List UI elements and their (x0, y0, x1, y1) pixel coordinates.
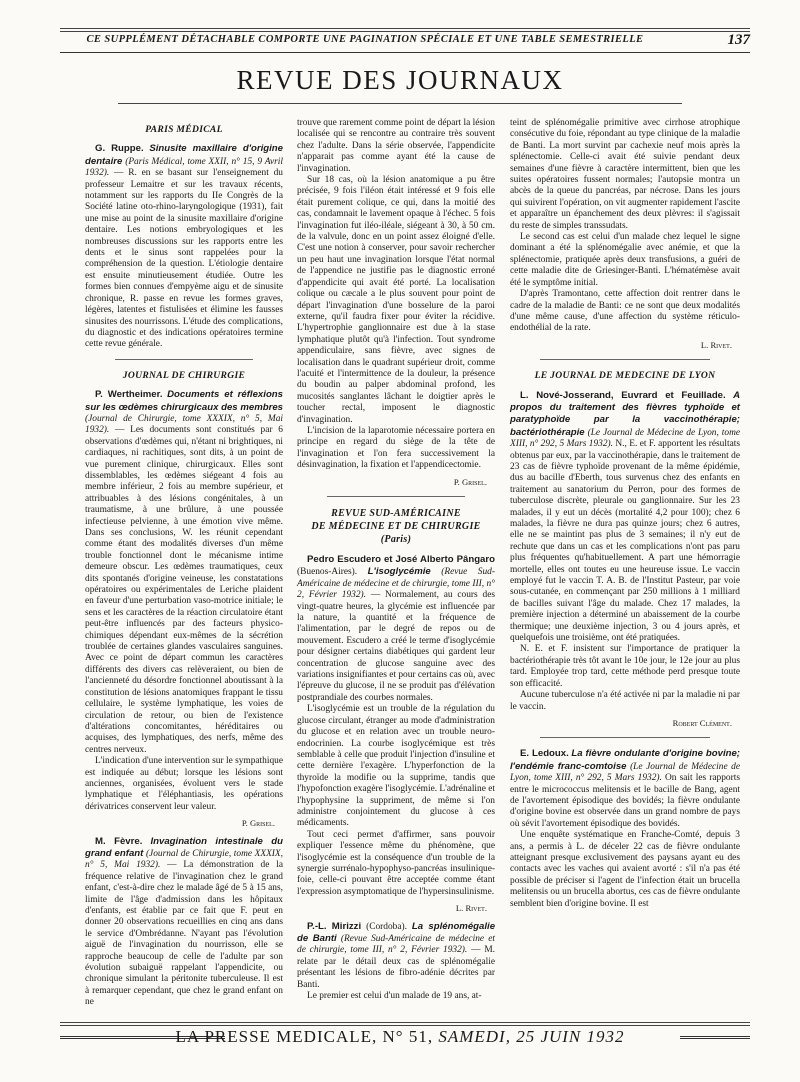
article-reference: (Journal de Chirurgie, tome XXXIX, n° 5, Mai 1932). (85, 848, 283, 871)
article-paragraph: Tout ceci permet d'affirmer, sans pouvoir expliquer l'essence même du phénomène, que l'isoglycémie est la conséquence d'un trouble de la synergie surrénalo-hypophyso-pancréas insulinique-foie, celle-ci pouvant être acceptée comme étant l'expression asymptomatique de l'hypersinsulinisme. (297, 829, 495, 897)
article-paragraph: L'incision de la laparotomie nécessaire portera en principe en regard du siège de la tête de l'invagination et l'on fera successivement la désinvagination, la fixation et l'appendicectomie. (297, 425, 495, 471)
footer-day: SAMEDI, (438, 1027, 511, 1046)
section-heading-journal-lyon: LE JOURNAL DE MEDECINE DE LYON (534, 370, 716, 382)
article-reference: (Le Journal de Médecine de Lyon, tome XIII, n° 292, 5 Mars 1932). (510, 427, 740, 450)
article-author: G. Ruppe. (95, 143, 144, 155)
section-heading-journal-chirurgie: JOURNAL DE CHIRURGIE (122, 369, 246, 381)
article-paragraph: N. E. et F. insistent sur l'importance de pratiquer la bactériothérapie très tôt avant le 10e jour, le 12e jour au plus tard. Employée trop tard, cette méthode perd presque toute son efficacité. (510, 644, 740, 689)
article-paragraph: Le premier est celui d'un malade de 19 ans, at- (307, 991, 482, 1002)
signature: L. Rivet. (455, 903, 487, 914)
header-banner: CE SUPPLÉMENT DÉTACHABLE COMPORTE UNE PAGINATION SPÉCIALE ET UNE TABLE SEMESTRIELLE (86, 34, 644, 45)
section-heading-line: (Paris) (380, 534, 412, 545)
article-author: P.-L. Mirizzi (307, 920, 362, 932)
column-2 (297, 118, 495, 1002)
article-paragraph: teint de splénomégalie primitive avec cirrhose atrophique consécutive du foie, répondant au type clinique de la maladie de Banti. La mort survint par cachexie neuf mois après la splénectomie. Celle-ci avait été suivie pendant deux semaines d'une fièvre à caractère intermittent, bien que les suites opératoires fussent normales; l'autopsie montra un abcès de la queue du pancréas, par nécrose. Dans les jours qui suivirent l'opération, on vit augmenter rapidement l'ascite et apparaître un épanchement des deux plèvres: il s'agissait du reste de simples transsudats. (510, 118, 740, 231)
article-body: On sait les rapports entre le micrococcus melitensis et le bacille de Bang, agent de l'avortement épisodique des bovidés; la fièvre ondulante d'origine bovine est observée dans un grand nombre de pays où sévit l'avortement épisodique des bovidés. (510, 773, 740, 829)
title-rule (118, 103, 682, 104)
article-reference: (Revue Sud-Américaine de médecine et de chirurgie, tome III, n° 2, Février 1932). (297, 934, 495, 956)
column-3 (510, 118, 740, 910)
article-place: (Buenos-Aires). (297, 567, 358, 578)
footer-date: 25 JUIN 1932 (516, 1027, 625, 1046)
article-wertheimer (85, 389, 283, 756)
article-title: La fièvre ondulante d'origine bovine; l'endémie franc-comtoise (510, 748, 741, 772)
article-author: P. Wertheimer. (95, 389, 163, 401)
footer-journal-line (0, 1027, 800, 1047)
article-escudero (297, 554, 495, 704)
article-body: N., E. et F. apportent les résultats obtenus par eux, par la vaccinothérapie, dans le traitement de 23 cas de fièvre typhoïde provenant de la même épidémie, dus au bacille d'Eberth, tous survenus chez des enfants en traitement au sanatorium du Perron, pour des formes de tuberculose discrète, pleurale ou ganglionnaire. Sur les 23 malades, il y eut un décès (mortalité 4,2 pour 100); chez 6 malades, la fièvre ne dura pas quinze jours; chez 6 autres, elle ne se maintint pas plus de 3 semaines; il n'y eut de rechute que dans un cas et les complications n'ont pas paru plus fréquentes qu'habituellement. A part une hémorragie mortelle, elles ont toutes eu une heureuse issue. Le vaccin employé fut le vaccin T. A. B. de l'Institut Pasteur, par voie sous-cutanée, en commençant par 250 millions à 1 milliard de bacilles suivant l'âge du malade. Chez 17 malades, la première injection a déterminé un abaissement de la courbe thermique; une deuxième injection, 3 ou 4 jours après, et quelquefois une troisième, ont été pratiquées. (510, 439, 740, 644)
article-place: (Cordoba). (366, 921, 407, 932)
article-body: — M. relate par le détail deux cas de splénomégalie présentant les lésions de fibro-adénie décrites par Banti. (297, 945, 496, 990)
article-paragraph: Sur 18 cas, où la lésion anatomique a pu être précisée, 9 fois l'iléon était intéressé et 9 fois elle était purement colique, ce qui, dans la moitié des cas, condamnait le lavement opaque à l'échec. 5 fois l'invagination fut iléo-iléale, siégeant à 30, à 50 cm. de la valvule, donc en un point assez éloigné d'elle. C'est une notion à conserver, pour savoir rechercher un peu haut une invagination lorsque l'état normal de l'appendice ne justifie pas le diagnostic erroné d'appendicite qui avait été porté. La localisation colique ou cæcale a le plus souvent pour point de départ l'invagination d'une bosselure de la paroi externe, qu'il faudra fixer pour éviter la récidive. L'hypertrophie ganglionnaire est due à la stase lymphatique plutôt qu'à l'infection. Tout syndrome appendiculaire, sans fièvre, avec signes de localisation dans le quadrant supérieur droit, comme l'acuité et l'intermittence de la douleur, la présence du boudin au palper abdominal profond, les mucosités sanglantes lâchant le doigtier après le toucher rectal, imposent le diagnostic d'invagination. (297, 175, 495, 425)
header-rule (60, 52, 750, 53)
section-heading-paris-medical: PARIS MÉDICAL (145, 124, 223, 135)
article-paragraph: D'après Tramontano, cette affection doit rentrer dans le cadre de la maladie de Banti: ce ne sont que deux modalités d'une même cause, d'une affection du système réticulo-endothélial de la rate. (510, 289, 740, 334)
separator (327, 496, 465, 497)
article-paragraph: L'isoglycémie est un trouble de la régulation du glucose circulant, étranger au mode d'administration du glucose et en relation avec un trouble neuro-endocrinien. La courbe isoglycémique est très semblable à celle que produit l'injection d'insuline et cette dernière l'exagère. L'hyperfonction de la thyroïde la modifie ou la supprime, tandis que l'hypofonction exagère l'isoglycémie. L'adrénaline et l'hypophysine la suppriment, de même si l'on administre conjointement du glucose à ces médicaments. (297, 704, 495, 829)
article-reference: (Le Journal de Médecine de Lyon, tome XIII, n° 292, 5 Mars 1932). (510, 761, 741, 784)
signature: P. Grisel. (453, 476, 487, 487)
top-rule-double (60, 31, 750, 32)
signature: P. Grisel. (241, 818, 275, 829)
footer-rule (60, 1022, 750, 1023)
article-ruppe (85, 143, 283, 350)
article-reference: (Paris Médical, tome XXII, n° 15, 9 Avril 1932). (85, 156, 283, 179)
article-paragraph: L'indication d'une intervention sur le sympathique est indiquée au début; lorsque les lésions sont anciennes, organisées, évoluent vers le stade lymphatique et l'éléphantiasis, les opérations dérivatrices conservent leur valeur. (85, 756, 283, 812)
article-title: La splénomégalie de Banti (297, 920, 496, 944)
article-ledoux (510, 748, 740, 830)
article-paragraph: Une enquête systématique en Franche-Comté, depuis 3 ans, a permis à L. de déceler 22 cas de fièvre ondulante atteignant presque exclusivement des paysans ayant eu des contacts avec les vaches qui avaient avorté : s'il n'a pas été possible de préciser si l'agent de l'infection était un brucella melitensis ou un brucella abortus, ces cas de fièvre ondulante semblent bien d'origine bovine. Il est (510, 830, 740, 909)
article-author: Pedro Escudero et José Alberto Pângaro (307, 554, 495, 565)
article-title: A propos du traitement des fièvres typhoïde et paratyphoïde par la vaccinothérapie; bactériothérapie (510, 389, 741, 438)
article-body: — Les documents sont constitués par 6 observations d'œdèmes qui, n'étant ni brightiques, ni cardiaques, ni rachitiques, sont dits, à un point de vue purement clinique, chirurgicaux. Elles sont dissemblables, les œdèmes siégeant 4 fois au membre inférieur, 2 fois au membre supérieur, et attribuables à des lésions congénitales, à un traumatisme, à une brûlure, à une poussée infectieuse pelvienne, à une émotion vive même. Dans ses conclusions, W. les réunit cependant comme étant des modalités diverses d'un même trouble fonctionnel dont le mécanisme intime demeure obscur. Les œdèmes traumatiques, ceux dits spontanés d'origine veineuse, les constatations opératoires ou expérimentales de Leriche plaident en faveur d'une perturbation vaso-motrice initiale; le sens et les caractères de la réaction circulatoire étant peut-être influencés par des facteurs physico-chimiques dépendant eux-mêmes de la sécrétion troublée de certaines glandes vasculaires sanguines. Avec ce point de départ commun les caractères différents des divers cas relèveraient, ou bien de l'ancienneté du désordre fonctionnel aboutissant à la constitution de lésions anatomiques frappant le tissu cellulaire, le système lymphatique, les voies de circulation de retour, ou bien de l'existence d'altérations concomitantes, héréditaires ou acquises, des lymphatiques, des nerfs, même des centres nerveux. (85, 425, 283, 755)
column-1 (85, 120, 283, 1009)
article-mirizzi (297, 921, 495, 991)
separator (540, 737, 710, 738)
signature: L. Rivet. (700, 339, 732, 350)
article-body: — R. en se basant sur l'enseignement du professeur Lemaitre et sur les travaux récents, notamment sur les rapports du IIe Congrès de la Société latine oto-rhino-laryngologique (1931), fait une mise au point de la sinusite maxillaire d'origine dentaire. Les notions embryologiques et les nombreuses discussions sur les rapports entre les dents et le sinus sont rappelées pour la compréhension de la question. L'étiologie dentaire est ensuite minutieusement étudiée. Outre les formes bien connues d'empyème aigu et de sinusite chronique, R. passe en revue les formes graves, légères, latentes et fistulisées et élimine les fausses sinusites des nourrissons. L'étude des complications, du diagnostic et des indications opératoires termine cette revue générale. (85, 168, 283, 350)
article-author: M. Fèvre. (95, 835, 143, 847)
article-body: — Normalement, au cours des vingt-quatre heures, la glycémie est influencée par la nature, la quantité et la fréquence de l'alimentation, par le degré de repos ou de mouvement. Escudero a créé le terme d'isoglycémie pour désigner certains diabétiques qui gardent leur concentration de glucose sanguine avec des variations insignifiantes et pour certains cas où, avec l'épreuve du glucose, il ne se produit pas d'élévation postprandiale des courbes normales. (297, 590, 496, 703)
article-nove-josserand (510, 390, 740, 645)
article-title: Sinusite maxillaire d'origine dentaire (85, 143, 283, 167)
article-title: Documents et réflexions sur les œdèmes chirurgicaux des membres (85, 389, 283, 413)
article-paragraph: Aucune tuberculose n'a été activée ni par la maladie ni par le vaccin. (510, 690, 740, 712)
article-author: E. Ledoux. (520, 748, 569, 760)
footer-journal-name: LA PRESSE MEDICALE, (175, 1027, 378, 1046)
page-number: 137 (727, 32, 750, 48)
footer-issue: N° 51, (382, 1027, 434, 1046)
article-title: L'isoglycémie (367, 566, 431, 578)
article-reference: (Journal de Chirurgie, tome XXXIX, n° 5, Mai 1932). (85, 413, 283, 436)
article-body: — La démonstration de la fréquence relative de l'invagination chez le grand enfant, c'est-à-dire chez le malade âgé de 5 à 15 ans, limite de l'âge d'admission dans les hôpitaux d'enfants, est établie par ce fait que F. peut en donner 20 observations recueillies en cinq ans dans le service d'Ombrédanne. N'ayant pas l'évolution aiguë de l'invagination du nourrisson, elle se rapproche beaucoup de celle de l'adulte par son évolution subaiguë rappelant l'appendicite, ou chronique simulant la péritonite tuberculeuse. Il est à remarquer cependant, que chez le grand enfant on ne (85, 860, 283, 1008)
article-fevre (85, 836, 283, 1009)
section-heading-line: REVUE SUD-AMÉRICAINE (331, 508, 461, 519)
article-paragraph: Le second cas est celui d'un malade chez lequel le signe dominant a été la splénomégalie avec anémie, et que la splénectomie, pratiquée après deux transfusions, a guéri de cette maladie dite de Griesinger-Banti. L'hématémèse avait été le symptôme initial. (510, 232, 740, 288)
separator (540, 359, 710, 360)
top-rule (60, 28, 750, 29)
separator (115, 359, 253, 360)
section-heading-revue-sud-americaine (297, 507, 495, 546)
signature: Robert Clément. (672, 717, 732, 728)
section-heading-line: DE MÉDECINE ET DE CHIRURGIE (311, 521, 481, 532)
article-author: L. Nové-Josserand, Euvrard et Feuillade. (520, 389, 726, 401)
footer-rule-double (60, 1025, 750, 1026)
article-paragraph: trouve que rarement comme point de départ la lésion localisée qui se rencontre au contraire très souvent chez l'adulte. Dans la série observée, l'appendicite n'apparait pas comme ayant été la cause de l'invagination. (297, 118, 495, 174)
article-reference: (Revue Sud-Américaine de médecine et de chirurgie, tome III, n° 2, Février 1932). (297, 567, 495, 601)
page-title: REVUE DES JOURNAUX (236, 65, 564, 95)
article-title: Invagination intestinale du grand enfant (85, 835, 283, 859)
